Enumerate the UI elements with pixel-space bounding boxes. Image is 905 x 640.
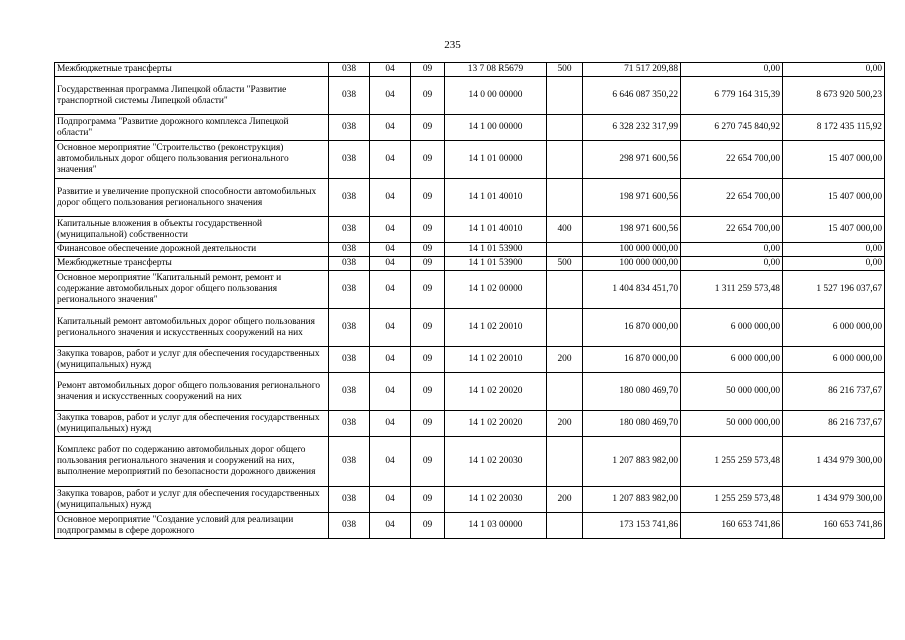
- section-code-cell: 04: [370, 513, 411, 539]
- table-row: [55, 179, 885, 217]
- expense-type-cell: [547, 373, 583, 411]
- table-row: [55, 77, 885, 115]
- amount-year-3-cell: 15 407 000,00: [783, 141, 885, 179]
- amount-year-2-cell: 1 255 259 573,48: [681, 437, 783, 487]
- amount-year-2-cell: 6 000 000,00: [681, 309, 783, 347]
- amount-year-3-cell: 0,00: [783, 63, 885, 77]
- amount-year-2-cell: 0,00: [681, 243, 783, 257]
- amount-year-2-cell: 160 653 741,86: [681, 513, 783, 539]
- amount-year-2-cell: 6 000 000,00: [681, 347, 783, 373]
- amount-year-2-cell: 6 779 164 315,39: [681, 77, 783, 115]
- table-row: [55, 271, 885, 309]
- subsection-code-cell: 09: [411, 437, 445, 487]
- section-code-cell: 04: [370, 141, 411, 179]
- expense-type-cell: [547, 513, 583, 539]
- section-code-cell: 04: [370, 179, 411, 217]
- table-row: [55, 115, 885, 141]
- subsection-code-cell: 09: [411, 77, 445, 115]
- expense-type-cell: [547, 243, 583, 257]
- subsection-code-cell: 09: [411, 347, 445, 373]
- amount-year-3-cell: 86 216 737,67: [783, 373, 885, 411]
- ministry-code-cell: 038: [329, 487, 370, 513]
- ministry-code-cell: 038: [329, 271, 370, 309]
- target-article-cell: 14 1 01 00000: [445, 141, 547, 179]
- ministry-code-cell: 038: [329, 257, 370, 271]
- subsection-code-cell: 09: [411, 179, 445, 217]
- section-code-cell: 04: [370, 115, 411, 141]
- ministry-code-cell: 038: [329, 217, 370, 243]
- row-name-cell: Капитальный ремонт автомобильных дорог общего пользования регионального значения и искусственных сооружений на них: [55, 309, 329, 347]
- subsection-code-cell: 09: [411, 115, 445, 141]
- expense-type-cell: [547, 271, 583, 309]
- amount-year-3-cell: 15 407 000,00: [783, 217, 885, 243]
- amount-year-3-cell: 8 172 435 115,92: [783, 115, 885, 141]
- ministry-code-cell: 038: [329, 309, 370, 347]
- target-article-cell: 14 1 00 00000: [445, 115, 547, 141]
- page-number: 235: [444, 39, 461, 51]
- amount-year-1-cell: 173 153 741,86: [583, 513, 681, 539]
- target-article-cell: 14 1 01 40010: [445, 179, 547, 217]
- row-name-cell: Финансовое обеспечение дорожной деятельности: [55, 243, 329, 257]
- amount-year-1-cell: 180 080 469,70: [583, 411, 681, 437]
- amount-year-1-cell: 1 207 883 982,00: [583, 487, 681, 513]
- row-name-cell: Закупка товаров, работ и услуг для обеспечения государственных (муниципальных) нужд: [55, 411, 329, 437]
- expense-type-cell: 200: [547, 411, 583, 437]
- target-article-cell: 14 1 02 20010: [445, 347, 547, 373]
- amount-year-3-cell: 0,00: [783, 243, 885, 257]
- target-article-cell: 14 1 01 53900: [445, 243, 547, 257]
- amount-year-1-cell: 198 971 600,56: [583, 217, 681, 243]
- amount-year-3-cell: 0,00: [783, 257, 885, 271]
- target-article-cell: 14 1 01 40010: [445, 217, 547, 243]
- section-code-cell: 04: [370, 77, 411, 115]
- amount-year-2-cell: 22 654 700,00: [681, 217, 783, 243]
- row-name-cell: Основное мероприятие "Строительство (реконструкция) автомобильных дорог общего пользования регионального значения": [55, 141, 329, 179]
- amount-year-2-cell: 22 654 700,00: [681, 179, 783, 217]
- amount-year-1-cell: 180 080 469,70: [583, 373, 681, 411]
- row-name-cell: Капитальные вложения в объекты государственной (муниципальной) собственности: [55, 217, 329, 243]
- amount-year-2-cell: 6 270 745 840,92: [681, 115, 783, 141]
- subsection-code-cell: 09: [411, 257, 445, 271]
- ministry-code-cell: 038: [329, 141, 370, 179]
- amount-year-1-cell: 6 328 232 317,99: [583, 115, 681, 141]
- budget-table: [54, 62, 885, 539]
- ministry-code-cell: 038: [329, 179, 370, 217]
- row-name-cell: Закупка товаров, работ и услуг для обеспечения государственных (муниципальных) нужд: [55, 347, 329, 373]
- expense-type-cell: 500: [547, 257, 583, 271]
- table-row: [55, 373, 885, 411]
- amount-year-1-cell: 1 404 834 451,70: [583, 271, 681, 309]
- amount-year-1-cell: 100 000 000,00: [583, 257, 681, 271]
- ministry-code-cell: 038: [329, 513, 370, 539]
- amount-year-2-cell: 50 000 000,00: [681, 373, 783, 411]
- table-row: [55, 141, 885, 179]
- table-row: [55, 487, 885, 513]
- amount-year-3-cell: 1 434 979 300,00: [783, 437, 885, 487]
- table-row: [55, 513, 885, 539]
- subsection-code-cell: 09: [411, 141, 445, 179]
- amount-year-2-cell: 22 654 700,00: [681, 141, 783, 179]
- amount-year-2-cell: 1 311 259 573,48: [681, 271, 783, 309]
- amount-year-1-cell: 16 870 000,00: [583, 347, 681, 373]
- amount-year-1-cell: 6 646 087 350,22: [583, 77, 681, 115]
- amount-year-3-cell: 6 000 000,00: [783, 347, 885, 373]
- table-row: [55, 411, 885, 437]
- amount-year-3-cell: 15 407 000,00: [783, 179, 885, 217]
- subsection-code-cell: 09: [411, 309, 445, 347]
- row-name-cell: Подпрограмма "Развитие дорожного комплекса Липецкой области": [55, 115, 329, 141]
- subsection-code-cell: 09: [411, 217, 445, 243]
- ministry-code-cell: 038: [329, 347, 370, 373]
- amount-year-2-cell: 0,00: [681, 63, 783, 77]
- subsection-code-cell: 09: [411, 271, 445, 309]
- row-name-cell: Основное мероприятие "Создание условий для реализации подпрограммы в сфере дорожного: [55, 513, 329, 539]
- subsection-code-cell: 09: [411, 373, 445, 411]
- section-code-cell: 04: [370, 373, 411, 411]
- section-code-cell: 04: [370, 257, 411, 271]
- amount-year-3-cell: 160 653 741,86: [783, 513, 885, 539]
- table-row: [55, 437, 885, 487]
- section-code-cell: 04: [370, 271, 411, 309]
- expense-type-cell: 400: [547, 217, 583, 243]
- amount-year-1-cell: 16 870 000,00: [583, 309, 681, 347]
- amount-year-1-cell: 1 207 883 982,00: [583, 437, 681, 487]
- target-article-cell: 14 1 03 00000: [445, 513, 547, 539]
- row-name-cell: Межбюджетные трансферты: [55, 63, 329, 77]
- amount-year-1-cell: 198 971 600,56: [583, 179, 681, 217]
- section-code-cell: 04: [370, 217, 411, 243]
- amount-year-3-cell: 8 673 920 500,23: [783, 77, 885, 115]
- expense-type-cell: 500: [547, 63, 583, 77]
- table-row: [55, 347, 885, 373]
- target-article-cell: 14 1 02 20020: [445, 411, 547, 437]
- ministry-code-cell: 038: [329, 115, 370, 141]
- amount-year-3-cell: 86 216 737,67: [783, 411, 885, 437]
- row-name-cell: Развитие и увеличение пропускной способности автомобильных дорог общего пользования регионального значения: [55, 179, 329, 217]
- target-article-cell: 14 1 02 20020: [445, 373, 547, 411]
- target-article-cell: 14 1 01 53900: [445, 257, 547, 271]
- section-code-cell: 04: [370, 487, 411, 513]
- amount-year-2-cell: 50 000 000,00: [681, 411, 783, 437]
- expense-type-cell: [547, 309, 583, 347]
- expense-type-cell: 200: [547, 487, 583, 513]
- subsection-code-cell: 09: [411, 487, 445, 513]
- expense-type-cell: 200: [547, 347, 583, 373]
- expense-type-cell: [547, 179, 583, 217]
- row-name-cell: Государственная программа Липецкой области "Развитие транспортной системы Липецкой области": [55, 77, 329, 115]
- target-article-cell: 14 1 02 20030: [445, 437, 547, 487]
- amount-year-1-cell: 71 517 209,88: [583, 63, 681, 77]
- target-article-cell: 14 1 02 00000: [445, 271, 547, 309]
- section-code-cell: 04: [370, 437, 411, 487]
- expense-type-cell: [547, 77, 583, 115]
- expense-type-cell: [547, 115, 583, 141]
- section-code-cell: 04: [370, 309, 411, 347]
- amount-year-2-cell: 0,00: [681, 257, 783, 271]
- subsection-code-cell: 09: [411, 411, 445, 437]
- amount-year-1-cell: 298 971 600,56: [583, 141, 681, 179]
- subsection-code-cell: 09: [411, 63, 445, 77]
- ministry-code-cell: 038: [329, 243, 370, 257]
- expense-type-cell: [547, 437, 583, 487]
- target-article-cell: 13 7 08 R5679: [445, 63, 547, 77]
- row-name-cell: Межбюджетные трансферты: [55, 257, 329, 271]
- section-code-cell: 04: [370, 63, 411, 77]
- table-row: [55, 243, 885, 257]
- ministry-code-cell: 038: [329, 373, 370, 411]
- target-article-cell: 14 0 00 00000: [445, 77, 547, 115]
- target-article-cell: 14 1 02 20010: [445, 309, 547, 347]
- table-row: [55, 309, 885, 347]
- target-article-cell: 14 1 02 20030: [445, 487, 547, 513]
- amount-year-3-cell: 1 434 979 300,00: [783, 487, 885, 513]
- row-name-cell: Ремонт автомобильных дорог общего пользования регионального значения и искусственных сооружений на них: [55, 373, 329, 411]
- section-code-cell: 04: [370, 243, 411, 257]
- ministry-code-cell: 038: [329, 411, 370, 437]
- ministry-code-cell: 038: [329, 437, 370, 487]
- amount-year-2-cell: 1 255 259 573,48: [681, 487, 783, 513]
- row-name-cell: Закупка товаров, работ и услуг для обеспечения государственных (муниципальных) нужд: [55, 487, 329, 513]
- expense-type-cell: [547, 141, 583, 179]
- table-row: [55, 257, 885, 271]
- table-row: [55, 63, 885, 77]
- ministry-code-cell: 038: [329, 63, 370, 77]
- subsection-code-cell: 09: [411, 513, 445, 539]
- ministry-code-cell: 038: [329, 77, 370, 115]
- amount-year-1-cell: 100 000 000,00: [583, 243, 681, 257]
- table-row: [55, 217, 885, 243]
- row-name-cell: Комплекс работ по содержанию автомобильных дорог общего пользования регионального значения и сооружений на них, выполнение мероприятий по безопасности дорожного движения: [55, 437, 329, 487]
- amount-year-3-cell: 6 000 000,00: [783, 309, 885, 347]
- amount-year-3-cell: 1 527 196 037,67: [783, 271, 885, 309]
- subsection-code-cell: 09: [411, 243, 445, 257]
- section-code-cell: 04: [370, 411, 411, 437]
- row-name-cell: Основное мероприятие "Капитальный ремонт, ремонт и содержание автомобильных дорог общего пользования регионального значения": [55, 271, 329, 309]
- section-code-cell: 04: [370, 347, 411, 373]
